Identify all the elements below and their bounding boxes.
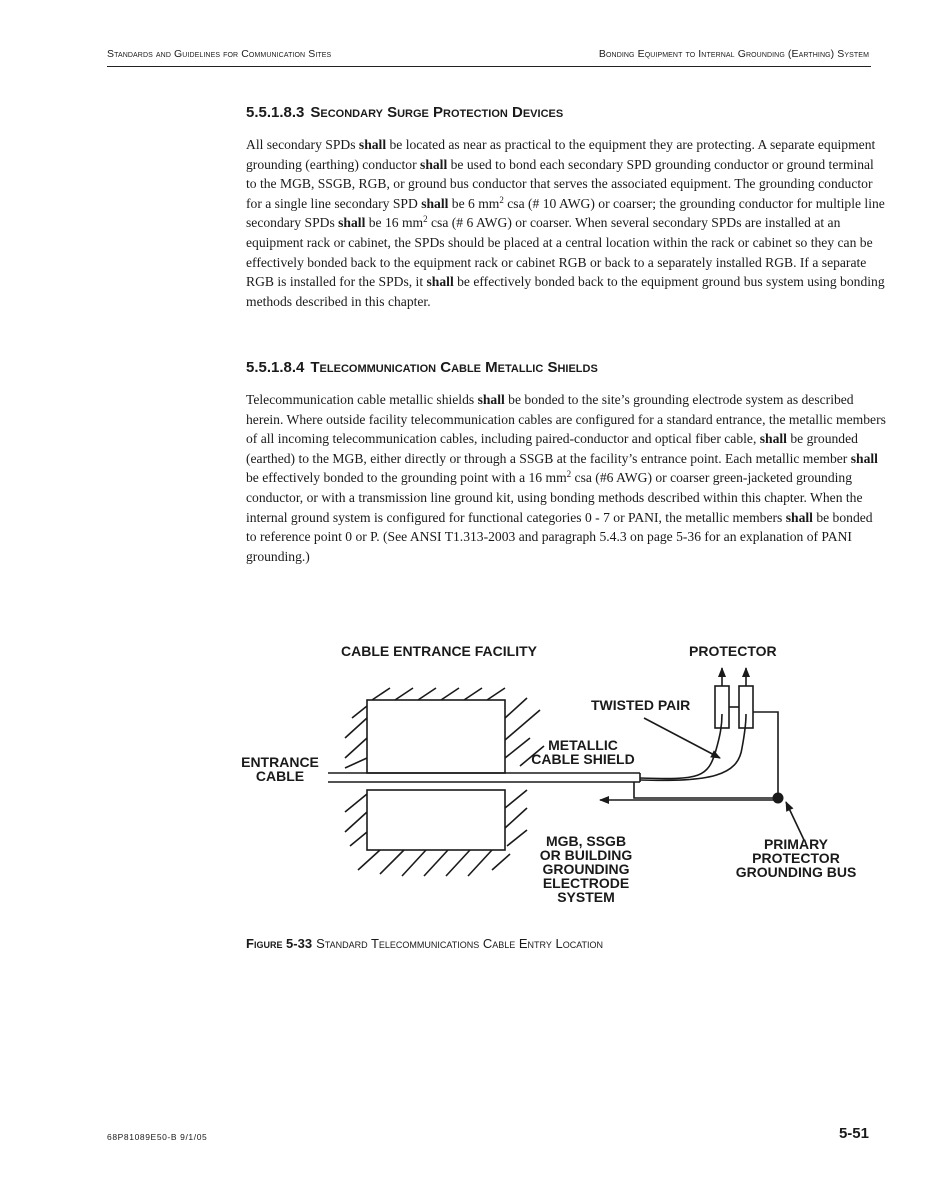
label-primary-3: GROUNDING BUS xyxy=(735,864,857,880)
section-5-5-1-8-4-paragraph: Telecommunication cable metallic shields shall be bonded to the site’s grounding electrode system as described herein. Where outside facility telecommunication cables are configured for a standard entrance, the metallic members of all incoming telecommunication cables, including paired-conductor and optical fiber cable, shall be grounded (earthed) to the MGB, either directly or through a SSGB at the facility’s entrance point. Each metallic member shall be effectively bonded to the grounding point with a 16 $mm^2$ csa (#6 AWG) or coarser green-jacketed grounding conductor, or with a transmission line ground kit, using bonding methods described within this chapter. When the internal ground system is configured for functional categories 0 - 7 or PANI, the metallic members shall be bonded to reference point 0 or P. (See ANSI T1.313-2003 and paragraph 5.4.3 on page 5-36 for an explanation of PANI grounding.) xyxy=(246,392,886,564)
figure-title: Standard Telecommunications Cable Entry Location xyxy=(316,936,604,951)
section-heading-5-5-1-8-3 xyxy=(246,104,563,121)
figure-number: Figure 5-33 xyxy=(246,936,313,951)
section-title: Secondary Surge Protection Devices xyxy=(310,104,564,121)
label-mgb-4: ELECTRODE xyxy=(542,875,630,891)
label-cable-entrance-facility: CABLE ENTRANCE FACILITY xyxy=(341,643,537,659)
label-mgb-3: GROUNDING xyxy=(542,861,630,877)
label-metallic: METALLIC xyxy=(548,737,618,753)
label-mgb-5: SYSTEM xyxy=(557,889,615,905)
footer-page-number: 5-51 xyxy=(838,1125,869,1142)
primary-bus-leader xyxy=(786,802,804,840)
label-primary-1: PRIMARY xyxy=(763,836,829,852)
protector-ground-lead xyxy=(753,712,778,798)
wall-block-upper xyxy=(367,700,505,773)
section-5-5-1-8-3-paragraph: All secondary SPDs shall be located as near as practical to the equipment they are protecting. A separate equipment grounding (earthing) conductor shall be used to bond each secondary SPD grounding conductor or ground terminal to the MGB, SSGB, RGB, or ground bus conductor that serves the associated equipment. The grounding conductor for a single line secondary SPD shall be 6 $mm^2$ csa (# 10 AWG) or coarser; the grounding conductor for multiple line secondary SPDs shall be 16 $mm^2$ csa (# 6 AWG) or coarser. When several secondary SPDs are installed at an equipment rack or cabinet, the SPDs should be placed at a central location within the rack or cabinet so they can be effectively bonded back to the equipment rack or cabinet RGB or back to a separately installed RGB. If a separate RGB is installed for the SPDs, it shall be effectively bonded back to the equipment ground bus system using bonding methods described in this chapter. xyxy=(246,137,885,309)
label-mgb-1: MGB, SSGB xyxy=(545,833,627,849)
section-title: Telecommunication Cable Metallic Shields xyxy=(310,359,598,376)
section-heading-5-5-1-8-4 xyxy=(246,359,598,376)
label-cable-shield: CABLE SHIELD xyxy=(531,751,635,767)
running-header-left: Standards and Guidelines for Communication Sites xyxy=(107,48,332,60)
running-header-right: Bonding Equipment to Internal Grounding (Earthing) System xyxy=(598,48,869,60)
label-twisted-pair: TWISTED PAIR xyxy=(591,697,691,713)
cable-entry-diagram xyxy=(230,630,870,920)
label-primary-2: PROTECTOR xyxy=(752,850,840,866)
figure-caption xyxy=(246,936,603,951)
label-protector: PROTECTOR xyxy=(689,643,777,659)
twisted-pair-leader xyxy=(644,718,720,758)
shield-bond-conductor xyxy=(634,782,778,798)
label-mgb-2: OR BUILDING xyxy=(539,847,633,863)
label-cable: CABLE xyxy=(255,768,305,784)
header-rule xyxy=(107,66,871,67)
grounding-bus-node xyxy=(773,793,784,804)
section-number: 5.5.1.8.3 xyxy=(246,104,305,121)
footer-doc-id: 68P81089E50-B 9/1/05 xyxy=(107,1132,208,1142)
wall-block-lower xyxy=(367,790,505,850)
twisted-pair-wire-a xyxy=(640,714,722,779)
label-entrance: ENTRANCE xyxy=(241,754,319,770)
section-number: 5.5.1.8.4 xyxy=(246,359,305,376)
